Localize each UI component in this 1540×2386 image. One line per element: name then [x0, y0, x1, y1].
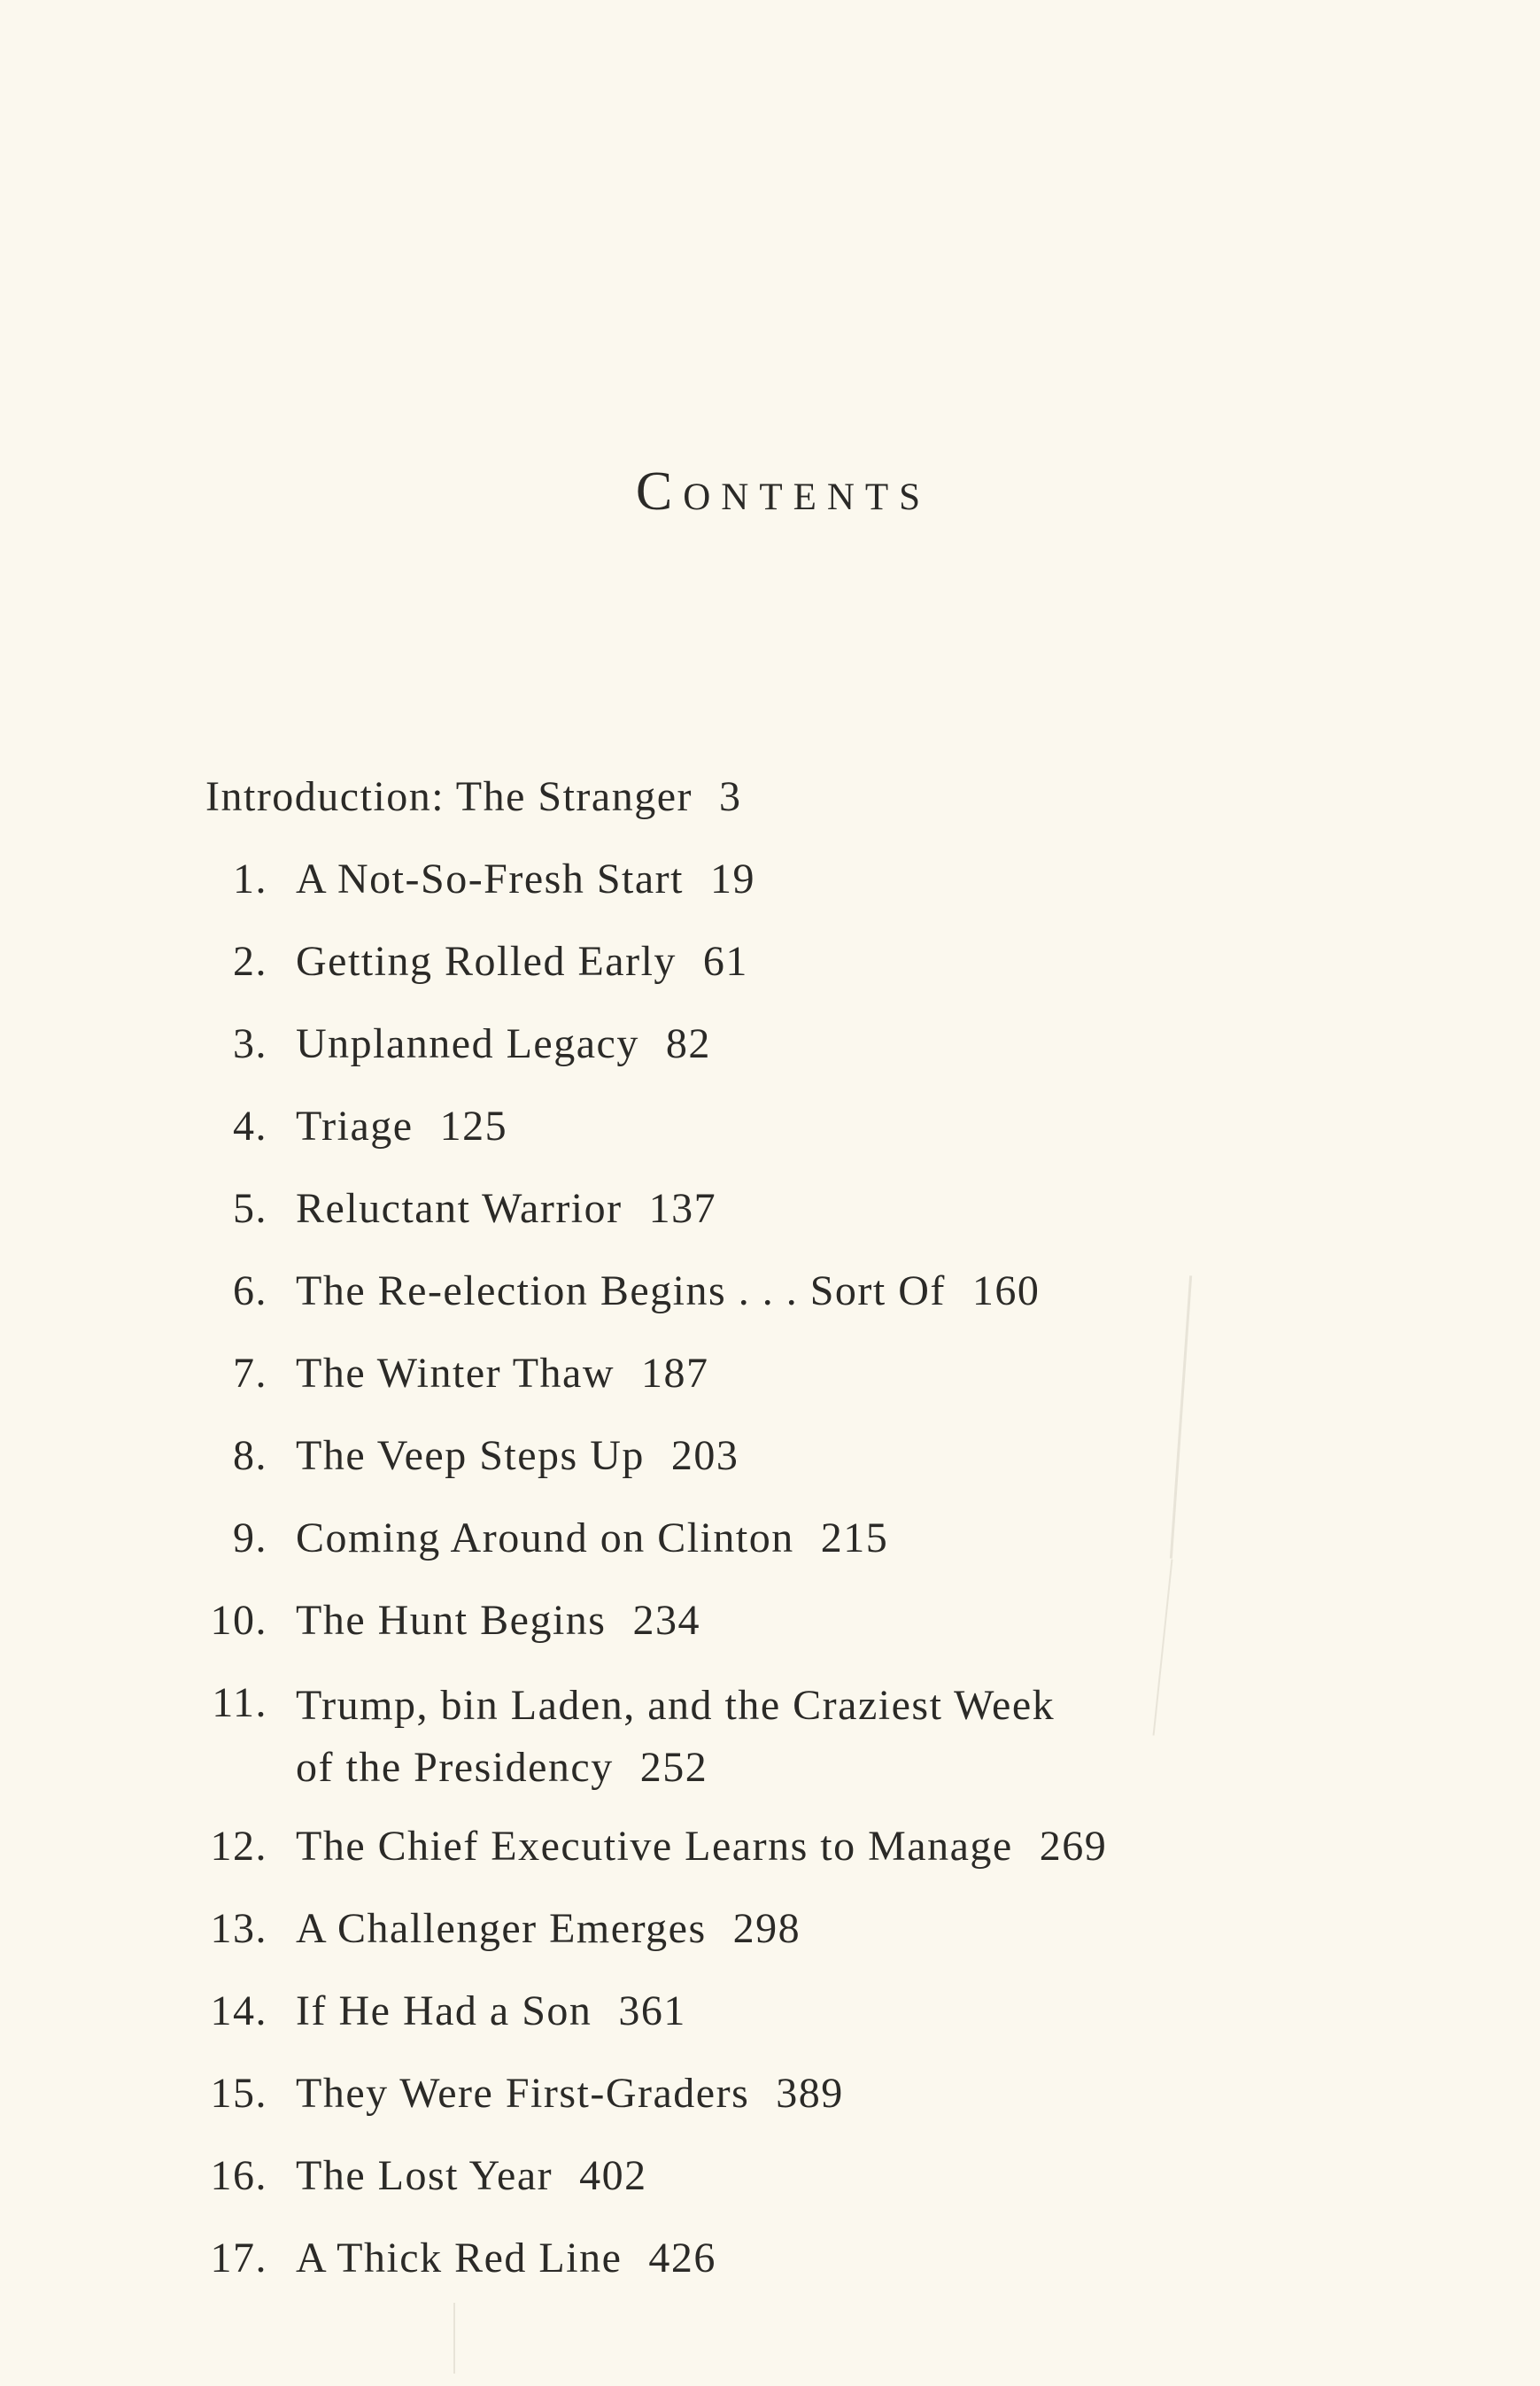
- chapter-number: 9.: [233, 1514, 267, 1561]
- toc-entry-6: [205, 1263, 1357, 1345]
- chapter-title: Getting Rolled Early: [296, 938, 677, 985]
- toc-introduction: [205, 769, 741, 825]
- chapter-title: Coming Around on Clinton: [296, 1514, 794, 1561]
- chapter-page-number: 137: [648, 1185, 717, 1232]
- chapter-title: [296, 1675, 1181, 1799]
- toc-entry-17: [205, 2230, 1357, 2312]
- chapter-title-line-1: Trump, bin Laden, and the Craziest Week: [296, 1682, 1056, 1729]
- chapter-number: 10.: [210, 1597, 267, 1644]
- chapter-title: A Thick Red Line: [296, 2235, 623, 2281]
- introduction-page-number: 3: [718, 773, 742, 820]
- chapter-page-number: 269: [1039, 1823, 1108, 1870]
- chapter-title: They Were First-Graders: [296, 2070, 750, 2117]
- chapter-title: The Hunt Begins: [296, 1597, 607, 1644]
- chapter-page-number: 19: [710, 856, 755, 902]
- chapter-page-number: 82: [665, 1020, 711, 1067]
- chapter-page-number: 187: [641, 1350, 709, 1397]
- chapter-title: A Challenger Emerges: [296, 1905, 707, 1952]
- chapter-number: 8.: [233, 1432, 267, 1479]
- chapter-number: 4.: [233, 1103, 267, 1150]
- chapter-number: 1.: [233, 856, 267, 902]
- chapter-number: 14.: [210, 1987, 267, 2034]
- chapter-page-number: 215: [820, 1514, 889, 1561]
- toc-entry-4: [205, 1098, 1357, 1181]
- chapter-page-number: 426: [648, 2235, 716, 2281]
- chapter-number: 17.: [210, 2235, 267, 2281]
- chapter-number: 3.: [233, 1020, 267, 1067]
- chapter-number: 16.: [210, 2152, 267, 2199]
- chapter-title: The Winter Thaw: [296, 1350, 615, 1397]
- chapter-title: A Not-So-Fresh Start: [296, 856, 684, 902]
- chapter-title: Unplanned Legacy: [296, 1020, 639, 1067]
- chapter-title-line-2: of the Presidency: [296, 1744, 614, 1791]
- chapter-number: 2.: [233, 938, 267, 985]
- chapter-number: 6.: [233, 1267, 267, 1314]
- scan-mark: [453, 2303, 455, 2374]
- chapter-number: 15.: [210, 2070, 267, 2117]
- chapter-page-number: 203: [670, 1432, 739, 1479]
- chapter-page-number: 361: [618, 1987, 686, 2034]
- chapter-number: 5.: [233, 1185, 267, 1232]
- chapter-number: 13.: [210, 1905, 267, 1952]
- toc-entry-10: [205, 1592, 1357, 1675]
- chapter-number: 11.: [212, 1679, 267, 1726]
- toc-entry-7: [205, 1345, 1357, 1428]
- toc-entry-11: [205, 1675, 1357, 1818]
- toc-entry-2: [205, 933, 1357, 1016]
- chapter-number: 7.: [233, 1350, 267, 1397]
- toc-entry-8: [205, 1428, 1357, 1510]
- chapter-title: The Veep Steps Up: [296, 1432, 645, 1479]
- chapter-title: If He Had a Son: [296, 1987, 592, 2034]
- toc-entry-1: [205, 851, 1357, 933]
- toc-entry-15: [205, 2065, 1357, 2148]
- toc-entry-3: [205, 1016, 1357, 1098]
- toc-entry-16: [205, 2148, 1357, 2230]
- chapter-title: The Re-election Begins . . . Sort Of: [296, 1267, 946, 1314]
- chapter-page-number: 389: [776, 2070, 844, 2117]
- page-title: Contents: [635, 461, 932, 522]
- chapter-page-number: 402: [579, 2152, 647, 2199]
- toc-entry-13: [205, 1901, 1357, 1983]
- toc-entry-9: [205, 1510, 1357, 1592]
- introduction-title: Introduction: The Stranger: [205, 773, 693, 820]
- chapter-page-number: 234: [632, 1597, 700, 1644]
- toc-entry-5: [205, 1181, 1357, 1263]
- chapter-title: The Lost Year: [296, 2152, 553, 2199]
- table-of-contents: [205, 851, 1357, 2312]
- chapter-number: 12.: [210, 1823, 267, 1870]
- chapter-page-number: 252: [639, 1744, 708, 1791]
- chapter-page-number: 61: [702, 938, 748, 985]
- chapter-page-number: 125: [439, 1103, 508, 1150]
- chapter-title: The Chief Executive Learns to Manage: [296, 1823, 1013, 1870]
- toc-entry-12: [205, 1818, 1357, 1901]
- chapter-title: Reluctant Warrior: [296, 1185, 623, 1232]
- chapter-page-number: 298: [732, 1905, 801, 1952]
- toc-entry-14: [205, 1983, 1357, 2065]
- chapter-page-number: 160: [971, 1267, 1041, 1314]
- chapter-title: Triage: [296, 1103, 414, 1150]
